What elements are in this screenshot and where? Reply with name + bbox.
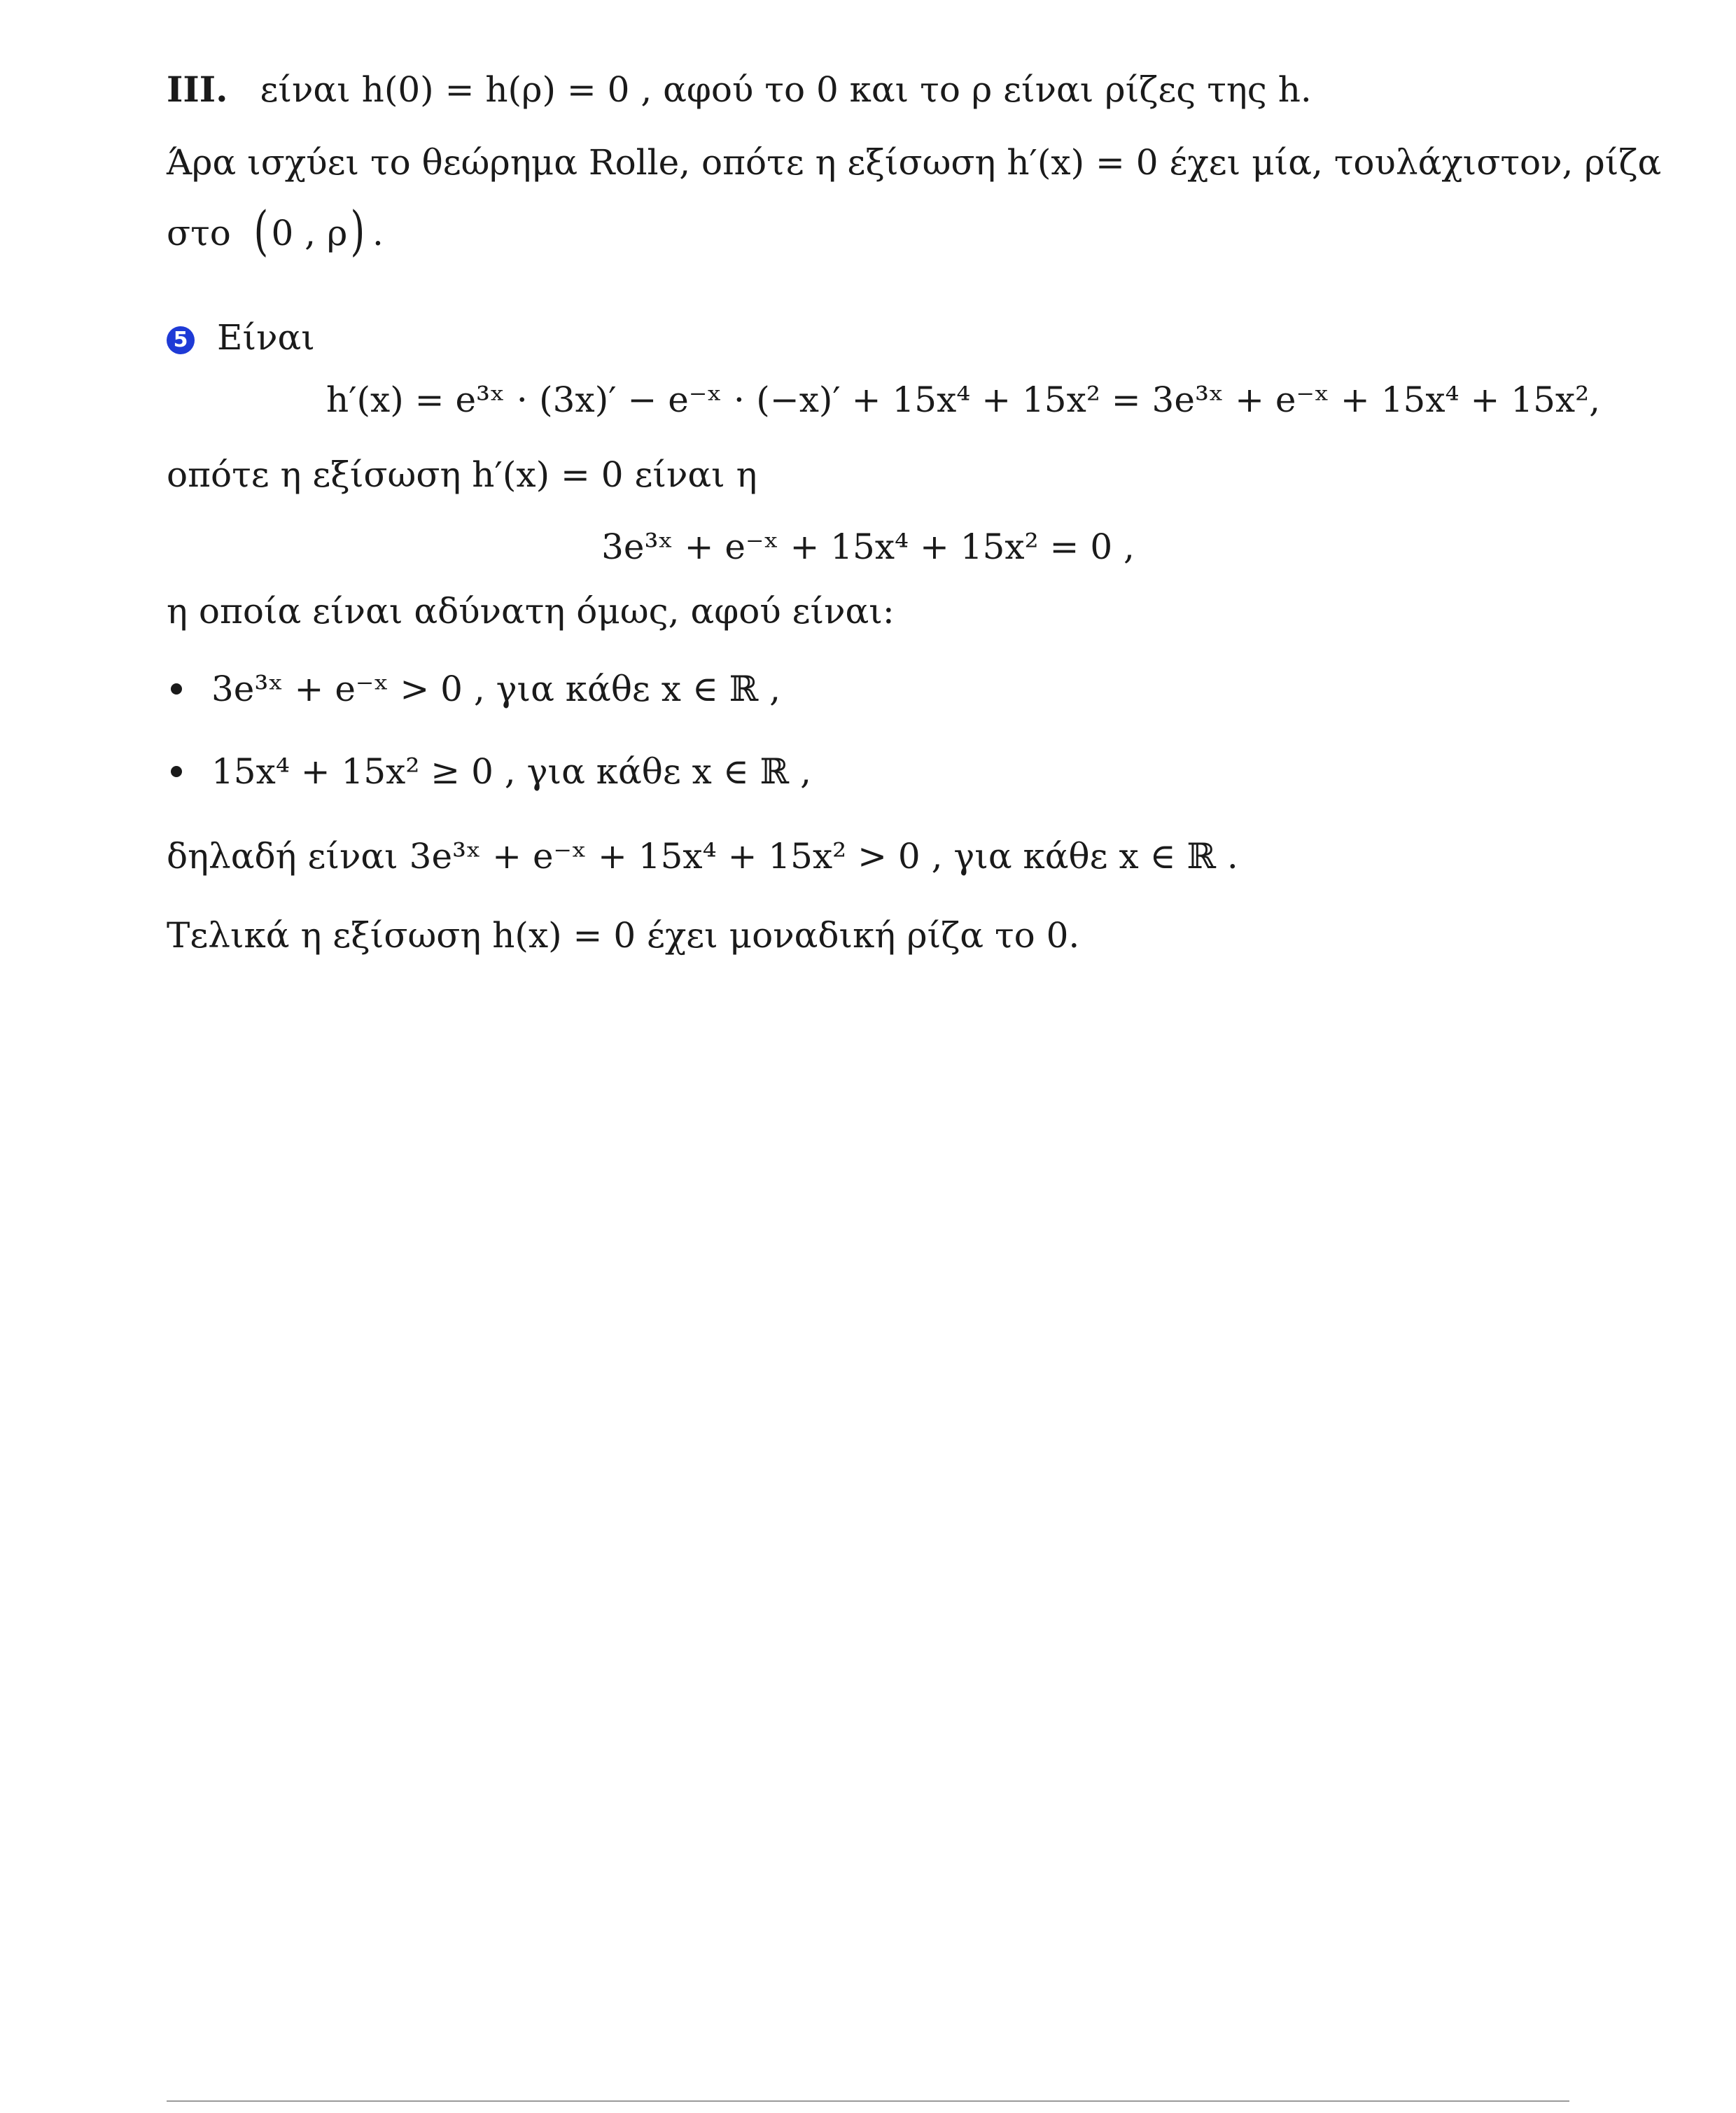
- rolle-line-2-prefix: στο: [167, 213, 231, 253]
- part3-label: III.: [167, 69, 228, 110]
- bullet-marker: [171, 683, 182, 695]
- interval-open-paren: (: [253, 200, 269, 262]
- equation-lead: οπότε η εξίσωση h′(x) = 0 είναι η: [167, 454, 757, 495]
- bullet-marker: [171, 766, 182, 777]
- interval-inner: 0 , ρ: [271, 213, 348, 253]
- rolle-line-1: Άρα ισχύει το θεώρημα Rolle, οπότε η εξίσωση h′(x) = 0 έχει μία, τουλάχιστον, ρίζα: [167, 142, 1662, 183]
- step5-heading: [167, 316, 315, 358]
- bullet-item-2: 15x⁴ + 15x² ≥ 0 , για κάθε x ∈ ℝ ,: [211, 751, 811, 792]
- zero-equation: 3e³ˣ + e⁻ˣ + 15x⁴ + 15x² = 0 ,: [601, 526, 1135, 567]
- rolle-line-2-suffix: .: [372, 213, 384, 253]
- step-number-badge: 5: [167, 326, 195, 354]
- impossible-statement: η οποία είναι αδύνατη όμως, αφού είναι:: [167, 591, 895, 632]
- step5-intro: Είναι: [217, 317, 315, 358]
- therefore-statement: δηλαδή είναι 3e³ˣ + e⁻ˣ + 15x⁴ + 15x² > 0 , για κάθε x ∈ ℝ .: [167, 836, 1238, 877]
- footer-divider: [167, 2100, 1569, 2102]
- rolle-line-2: [167, 200, 384, 262]
- derivative-equation: h′(x) = e³ˣ ⋅ (3x)′ − e⁻ˣ ⋅ (−x)′ + 15x⁴ + 15x² = 3e³ˣ + e⁻ˣ + 15x⁴ + 15x²,: [326, 379, 1601, 420]
- part3-text: είναι h(0) = h(ρ) = 0 , αφού το 0 και το ρ είναι ρίζες της h.: [260, 69, 1312, 110]
- part3-line: [167, 69, 1312, 111]
- interval-close-paren: ): [350, 200, 365, 262]
- conclusion-statement: Τελικά η εξίσωση h(x) = 0 έχει μοναδική ρίζα το 0.: [167, 915, 1080, 956]
- bullet-item-1: 3e³ˣ + e⁻ˣ > 0 , για κάθε x ∈ ℝ ,: [211, 669, 781, 709]
